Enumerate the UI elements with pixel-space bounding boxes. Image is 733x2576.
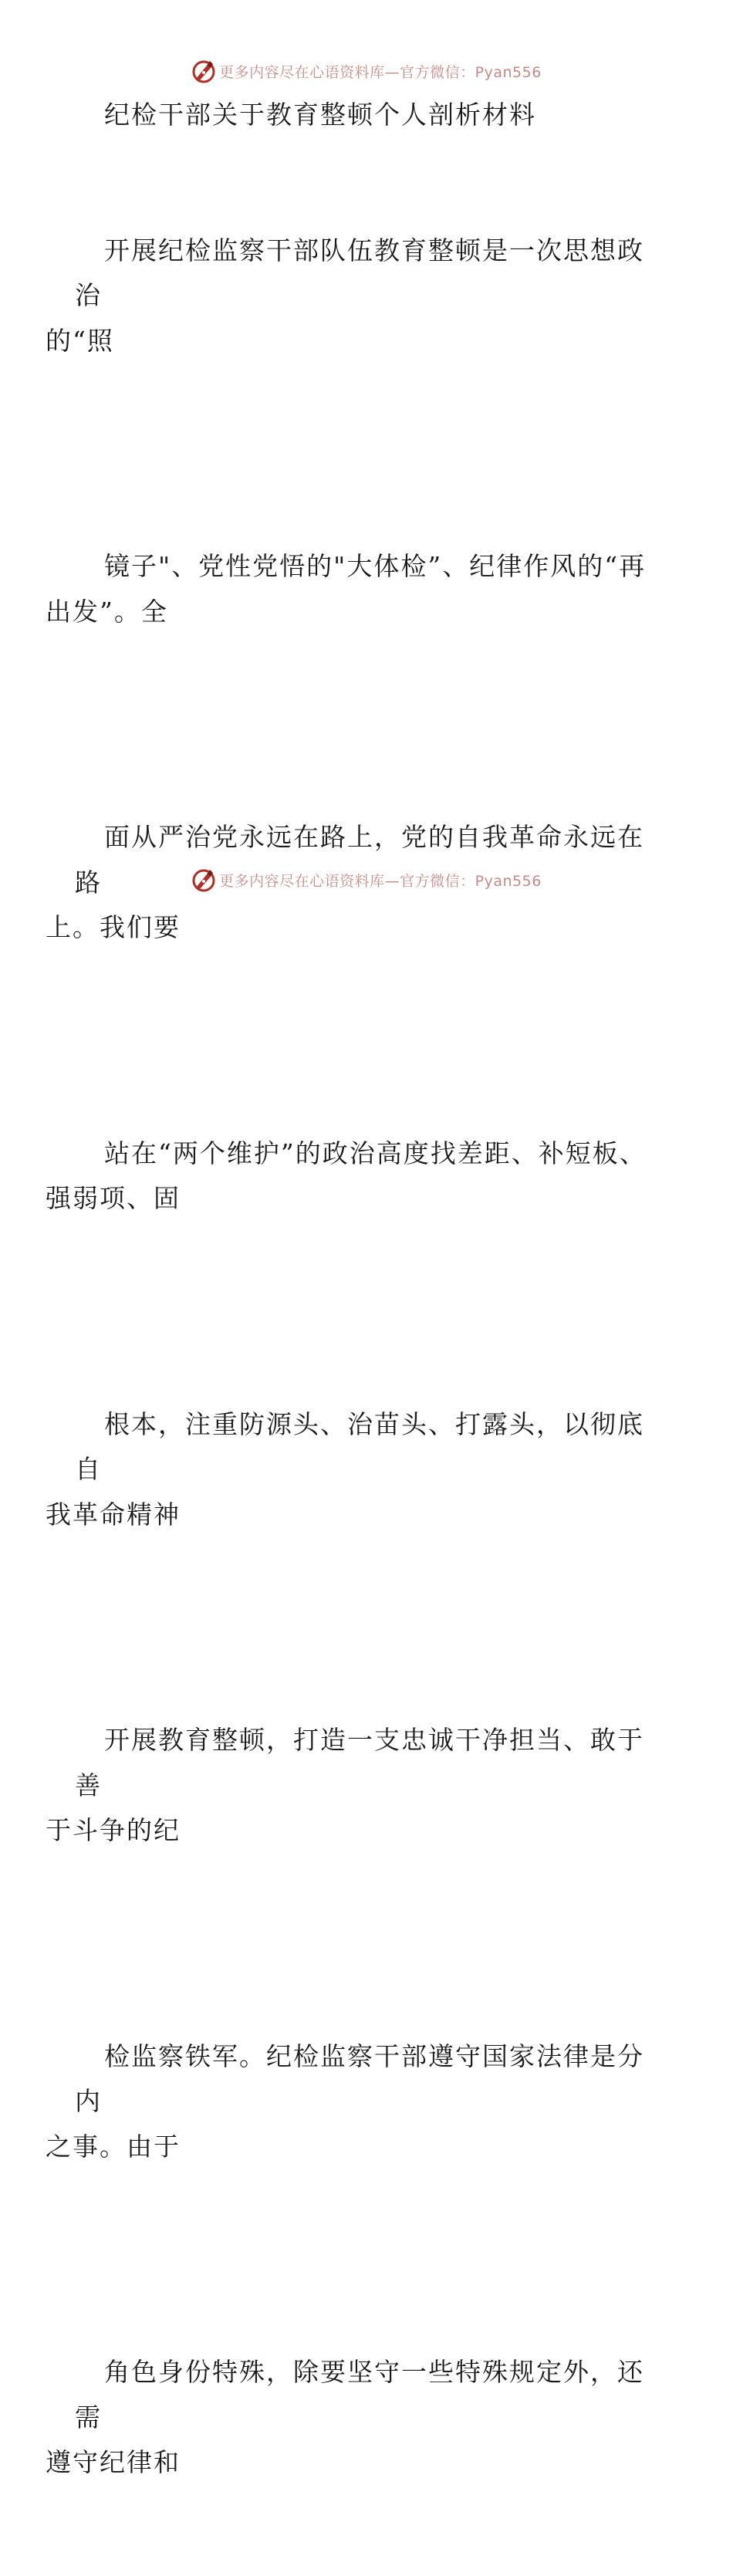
paragraph-7 bbox=[46, 1944, 661, 2260]
paragraph-2 bbox=[46, 454, 661, 725]
paragraph-line: 检监察铁军。纪检监察干部遵守国家法律是分内 bbox=[75, 2040, 644, 2116]
paragraph-line: 我革命精神 bbox=[46, 1499, 181, 1530]
paragraph-line: 开展教育整顿，打造一支忠诚干净担当、敢于善 bbox=[75, 1725, 644, 1800]
paragraph-line: 面从严治党永远在路上，党的自我革命永远在路 bbox=[75, 822, 644, 898]
paragraph-6 bbox=[46, 1628, 661, 1944]
paragraph-line: 站在“两个维护”的政治高度找差距、补短板、 bbox=[104, 1138, 647, 1168]
paragraph-line: 之事。由于 bbox=[46, 2131, 181, 2162]
paragraph-line: 强弱项、固 bbox=[46, 1183, 181, 1213]
paragraph-line: 开展纪检监察干部队伍教育整顿是一次思想政治 bbox=[75, 235, 644, 310]
banner-text: 更多内容尽在心语资料库—官方微信：Pyan556 bbox=[219, 63, 542, 81]
paragraph-line: 遵守纪律和 bbox=[46, 2447, 181, 2477]
pen-nib-circle-icon bbox=[191, 867, 216, 892]
paragraph-1 bbox=[46, 138, 661, 455]
paragraph-4 bbox=[46, 1041, 661, 1312]
banner-text: 更多内容尽在心语资料库—官方微信：Pyan556 bbox=[219, 872, 542, 890]
document-title: 纪检干部关于教育整顿个人剖析材料 bbox=[104, 100, 536, 130]
footer-banner bbox=[0, 863, 733, 897]
paragraph-line: 角色身份特殊，除要坚守一些特殊规定外，还需 bbox=[75, 2357, 644, 2432]
header-banner bbox=[0, 54, 733, 88]
paragraph-line: 上。我们要 bbox=[46, 912, 181, 942]
paragraph-5 bbox=[46, 1312, 661, 1628]
paragraph-line: 于斗争的纪 bbox=[46, 1815, 181, 1845]
paragraph-line: 根本，注重防源头、治苗头、打露头，以彻底自 bbox=[75, 1408, 644, 1484]
paragraph-line: 镜子"、党性党悟的"大体检”、纪律作风的“再 bbox=[104, 551, 647, 581]
document-body bbox=[46, 93, 661, 2576]
paragraph-8 bbox=[46, 2260, 661, 2576]
paragraph-line: 出发”。全 bbox=[46, 596, 168, 627]
paragraph-line: 的“照 bbox=[46, 325, 114, 356]
pen-nib-circle-icon bbox=[191, 59, 216, 83]
